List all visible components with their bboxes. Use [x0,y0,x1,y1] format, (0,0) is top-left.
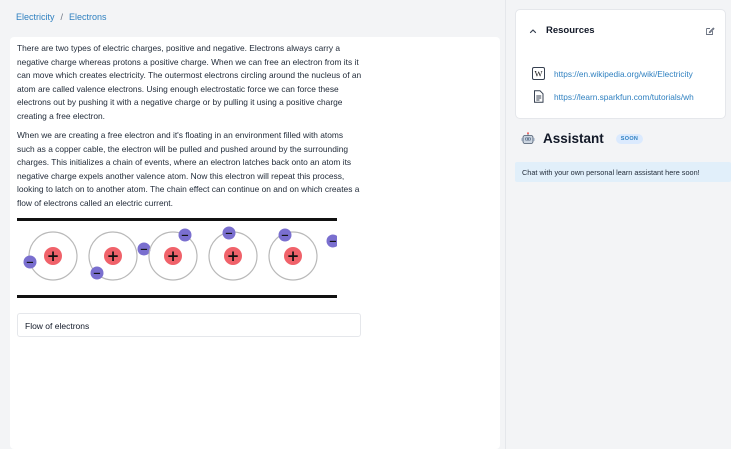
assistant-header [521,131,643,146]
soon-badge: SOON [616,134,643,144]
electron-symbol: − [92,268,102,280]
breadcrumb-item-electricity[interactable]: Electricity [16,12,55,22]
electron-flow-diagram [17,218,337,298]
proton-symbol: + [46,247,60,265]
content-paragraph-1: There are two types of electric charges, positive and negative. Electrons always carry a negative charge whereas protons a positive charge. When we can free an electron from its it can move which creates electricity. The outermost electrons circling around the nucleus of an atom are called valence electrons. Using enough electrostatic force we can force these electrons out by pushing it with a negative charge or by pulling it using a positive charge creating a free electron. [17,43,362,121]
content-card [10,37,500,449]
electron-symbol: − [25,257,35,269]
resource-link-wikipedia[interactable]: https://en.wikipedia.org/wiki/Electricity [554,68,693,79]
electron-symbol: − [328,236,337,248]
breadcrumb-separator: / [60,12,64,22]
resources-title: Resources [546,25,595,36]
assistant-info-banner: Chat with your own personal learn assistant here soon! [515,162,731,182]
resource-link-item[interactable] [532,67,704,80]
breadcrumb [16,12,107,22]
svg-text:W: W [534,68,543,79]
document-icon [532,90,545,103]
electron-symbol: − [224,228,234,240]
proton-symbol: + [286,247,300,265]
proton-symbol: + [166,247,180,265]
proton-symbol: + [106,247,120,265]
robot-icon [521,132,535,146]
resource-link-sparkfun[interactable]: https://learn.sparkfun.com/tutorials/wh [554,91,694,102]
wikipedia-icon [532,67,545,80]
electron-symbol: − [139,244,149,256]
figure-caption: Flow of electrons [17,313,361,337]
resources-card [515,9,726,119]
resources-header [528,25,715,36]
side-pane [506,0,731,449]
wire-top-line [17,218,337,221]
assistant-title: Assistant [543,131,604,146]
electron-symbol: − [280,230,290,242]
resource-link-item[interactable] [532,90,704,103]
chevron-up-icon[interactable] [528,26,538,36]
breadcrumb-item-electrons[interactable]: Electrons [69,12,107,22]
electron-flow-figure [17,218,337,298]
proton-symbol: + [226,247,240,265]
content-paragraph-2: When we are creating a free electron and it's floating in an environment filled with atoms such as a copper cable, the electron will be pulled and pushed around by the surrounding charges. This initializes a chain of events, where an electron latches back onto an atom its negative charge expels another valence atom. Now this electron will repeat this process, looking to latch on to another atom. The chain effect can continue on and on which creates a flow of electrons called an electric current. [17,130,360,208]
electron-symbol: − [180,230,190,242]
wire-bottom-line [17,295,337,298]
edit-icon[interactable] [705,26,715,36]
